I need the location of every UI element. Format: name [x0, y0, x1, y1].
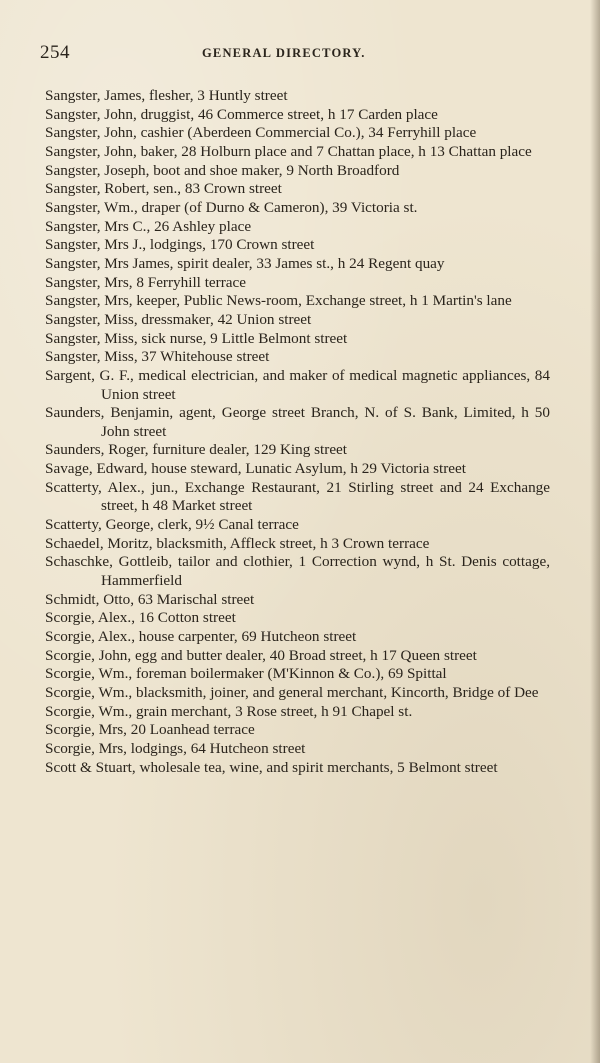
directory-entry: Sangster, Miss, sick nurse, 9 Little Belmont street	[45, 329, 348, 347]
directory-entry: Scatterty, George, clerk, 9½ Canal terrace	[45, 516, 299, 534]
directory-entry: Scorgie, Alex., 16 Cotton street	[45, 609, 236, 627]
page-header	[40, 42, 560, 68]
directory-entry: Schmidt, Otto, 63 Marischal street	[45, 590, 255, 608]
directory-entry: Scorgie, Mrs, 20 Loanhead terrace	[45, 721, 255, 739]
directory-entry: Sangster, Robert, sen., 83 Crown street	[45, 180, 282, 198]
directory-entry: Schaedel, Moritz, blacksmith, Affleck street, h 3 Crown terrace	[45, 534, 430, 552]
directory-entry: Sangster, Joseph, boot and shoe maker, 9 North Broadford	[45, 161, 400, 179]
page-edge-shadow	[590, 0, 600, 1063]
directory-entry: Scorgie, Wm., blacksmith, joiner, and general merchant, Kincorth, Bridge of Dee	[45, 684, 539, 701]
directory-entry: Sangster, John, cashier (Aberdeen Commercial Co.), 34 Ferryhill place	[45, 124, 477, 142]
directory-entry: Sangster, John, baker, 28 Holburn place and 7 Chattan place, h 13 Chattan place	[45, 142, 532, 160]
directory-entry: Sangster, Mrs, keeper, Public News-room, Exchange street, h 1 Martin's lane	[45, 292, 512, 310]
directory-entry: Scorgie, Mrs, lodgings, 64 Hutcheon street	[45, 739, 306, 757]
directory-entry: Saunders, Benjamin, agent, George street Branch, N. of S. Bank, Limited, h 50 John street	[45, 404, 550, 440]
directory-entry: Sangster, Mrs C., 26 Ashley place	[45, 217, 252, 235]
directory-entry: Sangster, Wm., draper (of Durno & Cameron), 39 Victoria st.	[45, 198, 418, 216]
directory-entry: Scatterty, Alex., jun., Exchange Restaurant, 21 Stirling street and 24 Exchange street, h 48 Market street	[45, 478, 550, 515]
directory-entry: Scorgie, Wm., grain merchant, 3 Rose street, h 91 Chapel st.	[45, 702, 413, 720]
directory-entry: Savage, Edward, house steward, Lunatic Asylum, h 29 Victoria street	[45, 460, 466, 478]
directory-entry: Sargent, G. F., medical electrician, and maker of medical magnetic appliances, 84 Union street	[45, 366, 550, 403]
page-number: 254	[40, 42, 70, 63]
directory-entry: Scorgie, Wm., foreman boilermaker (M'Kinnon & Co.), 69 Spittal	[45, 665, 447, 683]
directory-entry: Sangster, Miss, dressmaker, 42 Union street	[45, 310, 312, 328]
directory-entry: Sangster, Miss, 37 Whitehouse street	[45, 348, 270, 366]
directory-entry: Sangster, Mrs J., lodgings, 170 Crown street	[45, 236, 315, 254]
directory-entry: Saunders, Roger, furniture dealer, 129 King street	[45, 441, 348, 459]
directory-entry: Schaschke, Gottleib, tailor and clothier, 1 Correction wynd, h St. Denis cottage, Hammerfield	[45, 553, 550, 590]
directory-entries	[45, 87, 550, 777]
directory-entry: Sangster, Mrs, 8 Ferryhill terrace	[45, 273, 246, 291]
directory-entry: Sangster, Mrs James, spirit dealer, 33 James st., h 24 Regent quay	[45, 254, 445, 272]
directory-entry: Scorgie, Alex., house carpenter, 69 Hutcheon street	[45, 628, 357, 646]
directory-entry: Scorgie, John, egg and butter dealer, 40 Broad street, h 17 Queen street	[45, 646, 477, 664]
directory-entry: Sangster, John, druggist, 46 Commerce street, h 17 Carden place	[45, 105, 438, 123]
running-head: GENERAL DIRECTORY.	[202, 46, 366, 60]
directory-entry: Sangster, James, flesher, 3 Huntly street	[45, 87, 288, 104]
directory-entry: Scott & Stuart, wholesale tea, wine, and spirit merchants, 5 Belmont street	[45, 758, 498, 776]
